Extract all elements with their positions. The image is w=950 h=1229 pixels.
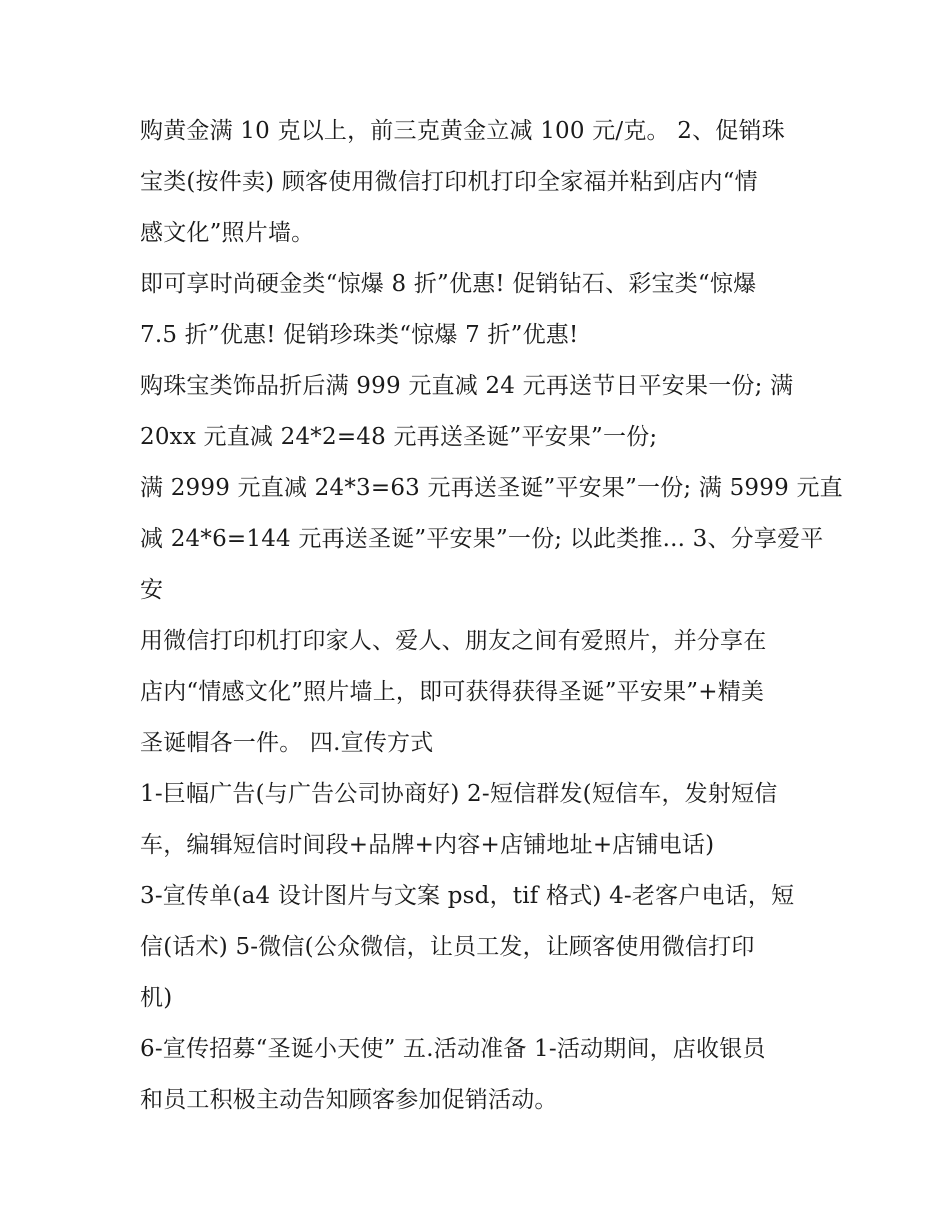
text-line: 6-宣传招募“圣诞小天使” 五.活动准备 1-活动期间，店收银员	[140, 1036, 766, 1062]
text-line: 机)	[140, 985, 173, 1011]
document-body	[140, 106, 843, 1126]
text-line: 1-巨幅广告(与广告公司协商好) 2-短信群发(短信车，发射短信	[140, 781, 778, 807]
text-line: 车，编辑短信时间段+品牌+内容+店铺地址+店铺电话)	[140, 832, 715, 858]
text-line: 3-宣传单(a4 设计图片与文案 psd，tif 格式) 4-老客户电话，短	[140, 883, 795, 909]
text-line: 购黄金满 10 克以上，前三克黄金立减 100 元/克。 2、促销珠	[140, 118, 785, 144]
text-line: 满 2999 元直减 24*3=63 元再送圣诞”平安果”一份; 满 5999 元直	[140, 475, 843, 501]
text-line: 用微信打印机打印家人、爱人、朋友之间有爱照片，并分享在	[140, 628, 767, 654]
text-line: 圣诞帽各一件。 四.宣传方式	[140, 730, 434, 756]
text-line: 20xx 元直减 24*2=48 元再送圣诞”平安果”一份;	[140, 424, 658, 450]
text-line: 7.5 折”优惠! 促销珍珠类“惊爆 7 折”优惠!	[140, 322, 579, 348]
text-line: 减 24*6=144 元再送圣诞”平安果”一份; 以此类推... 3、分享爱平	[140, 526, 824, 552]
text-line: 安	[140, 577, 164, 603]
text-line: 购珠宝类饰品折后满 999 元直减 24 元再送节日平安果一份; 满	[140, 373, 794, 399]
text-line: 即可享时尚硬金类“惊爆 8 折”优惠! 促销钻石、彩宝类“惊爆	[140, 271, 757, 297]
text-line: 感文化”照片墙。	[140, 220, 315, 246]
text-line: 宝类(按件卖) 顾客使用微信打印机打印全家福并粘到店内“情	[140, 169, 758, 195]
text-line: 和员工积极主动告知顾客参加促销活动。	[140, 1087, 558, 1113]
text-line: 店内“情感文化”照片墙上，即可获得获得圣诞”平安果”+精美	[140, 679, 765, 705]
text-line: 信(话术) 5-微信(公众微信，让员工发，让顾客使用微信打印	[140, 934, 755, 960]
